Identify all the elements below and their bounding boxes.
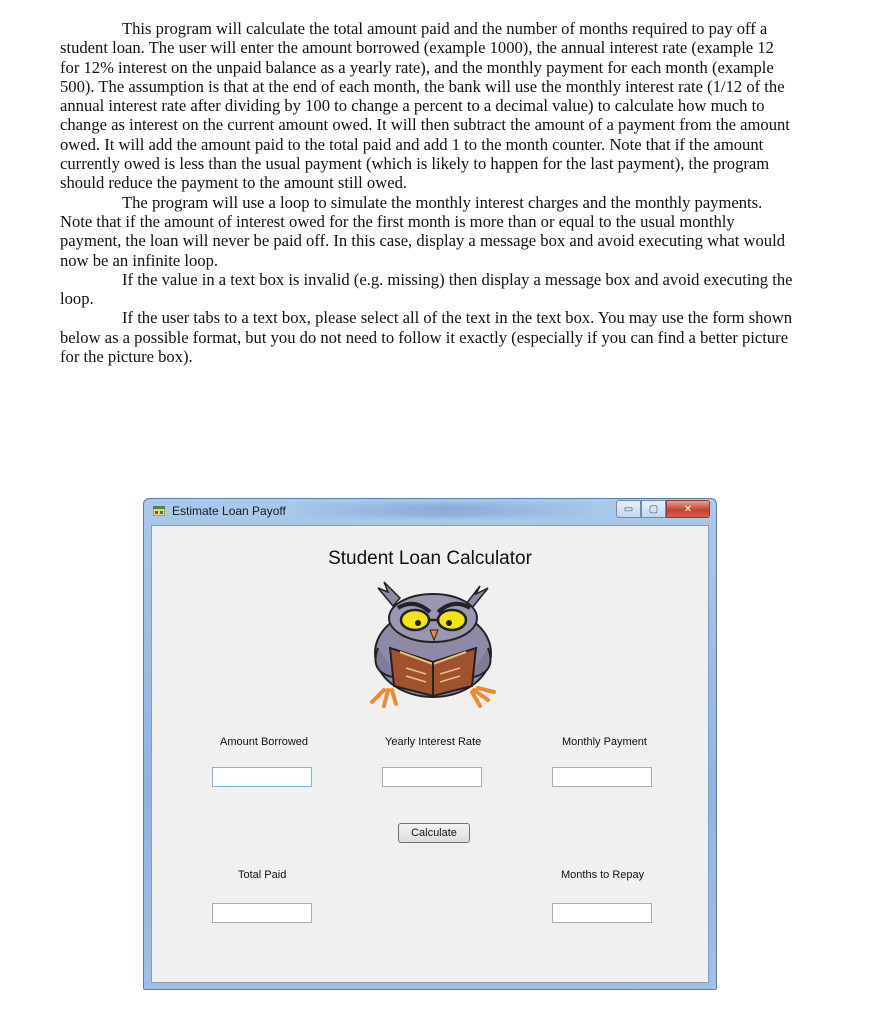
window-title: Estimate Loan Payoff — [172, 504, 286, 518]
title-bar[interactable] — [144, 499, 716, 524]
window-controls — [616, 500, 710, 518]
paragraph-1: This program will calculate the total amount paid and the number of months required to pay off a student loan. The user will enter the amount borrowed (example 1000), the annual interest rate (example 12 for 12% interest on the unpaid balance as a yearly rate), and the monthly payment for each month (example 500). The assumption is that at the end of each month, the bank will use the monthly interest rate (1/12 of the annual interest rate after dividing by 100 to change a percent to a decimal value) to calculate how much to change as interest on the current amount owed. It will then subtract the amount of a payment from the amount owed. It will add the amount paid to the total paid and add 1 to the month counter. Note that if the amount currently owed is less than the usual payment (which is likely to happen for the last payment), the program should reduce the payment to the amount still owed. — [60, 19, 790, 193]
paragraph-4: If the user tabs to a text box, please select all of the text in the text box. You may use the form shown below as a possible format, but you do not need to follow it exactly (especially if you can find a better picture for the picture box). — [60, 308, 793, 367]
form-heading: Student Loan Calculator — [328, 548, 532, 569]
months-to-repay-output[interactable] — [552, 903, 652, 923]
calculate-button[interactable]: Calculate — [398, 823, 470, 843]
amount-borrowed-input[interactable] — [212, 767, 312, 787]
amount-borrowed-label: Amount Borrowed — [220, 736, 309, 748]
estimate-loan-payoff-window — [143, 498, 717, 990]
owl-reading-book-icon — [348, 578, 518, 708]
monthly-payment-label: Monthly Payment — [562, 736, 647, 748]
form-client-area — [151, 525, 709, 983]
total-paid-output[interactable] — [212, 903, 312, 923]
paragraph-3: If the value in a text box is invalid (e.g. missing) then display a message box and avoid executing the loop. — [60, 269, 793, 309]
close-button[interactable]: ✕ — [666, 500, 710, 518]
yearly-interest-rate-input[interactable] — [382, 767, 482, 787]
title-background-blur — [294, 503, 594, 517]
months-to-repay-label: Months to Repay — [561, 869, 645, 881]
assignment-text — [60, 19, 794, 366]
maximize-button[interactable]: ▢ — [641, 500, 666, 518]
paragraph-2: The program will use a loop to simulate the monthly interest charges and the monthly payments. Note that if the amount of interest owed for the first month is more than or equal to the usual monthly payment, the loan will never be paid off. In this case, display a message box and avoid executing what would now be an infinite loop. — [60, 192, 786, 270]
minimize-button[interactable]: ▭ — [616, 500, 641, 518]
yearly-interest-rate-label: Yearly Interest Rate — [385, 736, 482, 748]
form-icon — [153, 506, 165, 516]
monthly-payment-input[interactable] — [552, 767, 652, 787]
total-paid-label: Total Paid — [238, 869, 287, 881]
